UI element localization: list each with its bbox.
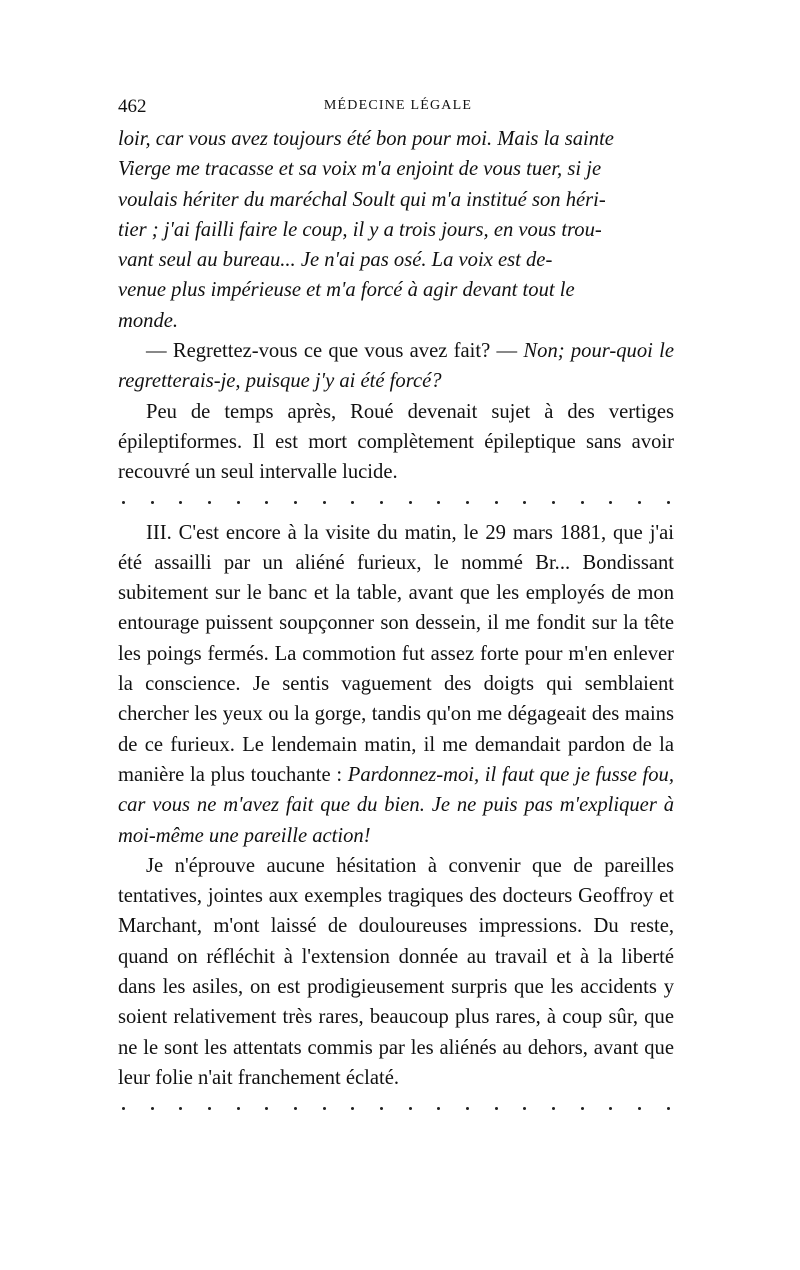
text-line: vant seul au bureau... Je n'ai pas osé. La voix est de- xyxy=(118,249,553,272)
separator-dot xyxy=(409,1107,412,1110)
text-line: voulais hériter du maréchal Soult qui m'a institué son héri- xyxy=(118,188,606,211)
separator-dot xyxy=(523,501,526,504)
separator-dot xyxy=(179,1107,182,1110)
separator-dot xyxy=(380,1107,383,1110)
separator-dot xyxy=(552,501,555,504)
separator-dot xyxy=(323,501,326,504)
page-number: 462 xyxy=(118,96,147,117)
section-separator-dots xyxy=(118,1093,674,1123)
separator-dot xyxy=(179,501,182,504)
separator-dot xyxy=(265,1107,268,1110)
separator-dot xyxy=(466,501,469,504)
section-iii-quote: Pardonnez-moi, il faut que je fusse fou, car vous ne m'avez fait que du bien. Je ne puis pas m'expliquer à moi-même une pareille action! xyxy=(118,763,674,847)
separator-dot xyxy=(523,1107,526,1110)
running-title: MÉDECINE LÉGALE xyxy=(323,98,473,113)
separator-dot xyxy=(638,501,641,504)
separator-dot xyxy=(466,1107,469,1110)
page-header xyxy=(118,96,678,120)
separator-dot xyxy=(552,1107,555,1110)
paragraph-outcome: Peu de temps après, Roué devenait sujet à des vertiges épileptiformes. Il est mort complètement épileptique sans avoir recouvré un seul intervalle lucide. xyxy=(118,400,674,484)
text-line: monde. xyxy=(118,309,179,332)
question-text: — Regrettez-vous ce que vous avez fait? — xyxy=(146,340,524,363)
paragraph-section-iii xyxy=(118,518,674,851)
separator-dot xyxy=(495,1107,498,1110)
separator-dot xyxy=(294,1107,297,1110)
paragraph-quote-continuation xyxy=(118,124,674,336)
separator-dot xyxy=(380,501,383,504)
separator-dot xyxy=(151,1107,154,1110)
separator-dot xyxy=(351,1107,354,1110)
separator-dot xyxy=(409,501,412,504)
separator-dot xyxy=(122,501,125,504)
separator-dot xyxy=(265,501,268,504)
separator-dot xyxy=(351,501,354,504)
paragraph-conclusion: Je n'éprouve aucune hésitation à convenir que de pareilles tentatives, jointes aux exemples tragiques des docteurs Geoffroy et Marchant, m'ont laissé de douloureuses impressions. Du reste, quand on réfléchit à l'extension donnée au travail et à la liberté dans les asiles, on est prodigieusement surpris que les accidents y soient relativement très rares, beaucoup plus rares, à coup sûr, que ne le sont les attentats commis par les aliénés au dehors, avant que leur folie n'ait franchement éclaté. xyxy=(118,854,674,1089)
separator-dot xyxy=(609,501,612,504)
answer-text: Non; pour-quoi le regretterais-je, puisque j'y ai été forcé? xyxy=(118,340,674,393)
separator-dot xyxy=(294,501,297,504)
separator-dot xyxy=(437,1107,440,1110)
section-separator-dots xyxy=(118,488,674,518)
separator-dot xyxy=(638,1107,641,1110)
separator-dot xyxy=(208,501,211,504)
text-line: venue plus impérieuse et m'a forcé à agir devant tout le xyxy=(118,279,575,302)
separator-dot xyxy=(323,1107,326,1110)
paragraph-dialogue xyxy=(118,336,674,397)
separator-dot xyxy=(667,501,670,504)
separator-dot xyxy=(237,1107,240,1110)
section-iii-text: III. C'est encore à la visite du matin, le 29 mars 1881, que j'ai été assailli par un aliéné furieux, le nommé Br... Bondissant subitement sur le banc et la table, avant que les employés de mon entourage puissent soupçonner son dessein, il me fondit sur la tête les poings fermés. La commotion fut assez forte pour m'en enlever la conscience. Je sentis vaguement des doigts qui semblaient chercher les yeux ou la gorge, tandis qu'on me dégageait des mains de ce furieux. Le lendemain matin, il me demandait pardon de la manière la plus touchante : xyxy=(118,521,674,786)
text-line: tier ; j'ai failli faire le coup, il y a trois jours, en vous trou- xyxy=(118,218,602,241)
separator-dot xyxy=(122,1107,125,1110)
separator-dot xyxy=(151,501,154,504)
separator-dot xyxy=(667,1107,670,1110)
separator-dot xyxy=(437,501,440,504)
text-line: loir, car vous avez toujours été bon pour moi. Mais la sainte xyxy=(118,128,614,150)
separator-dot xyxy=(609,1107,612,1110)
separator-dot xyxy=(581,1107,584,1110)
page-body xyxy=(118,124,674,1123)
text-line: Vierge me tracasse et sa voix m'a enjoint de vous tuer, si je xyxy=(118,158,602,181)
separator-dot xyxy=(237,501,240,504)
separator-dot xyxy=(581,501,584,504)
separator-dot xyxy=(495,501,498,504)
separator-dot xyxy=(208,1107,211,1110)
